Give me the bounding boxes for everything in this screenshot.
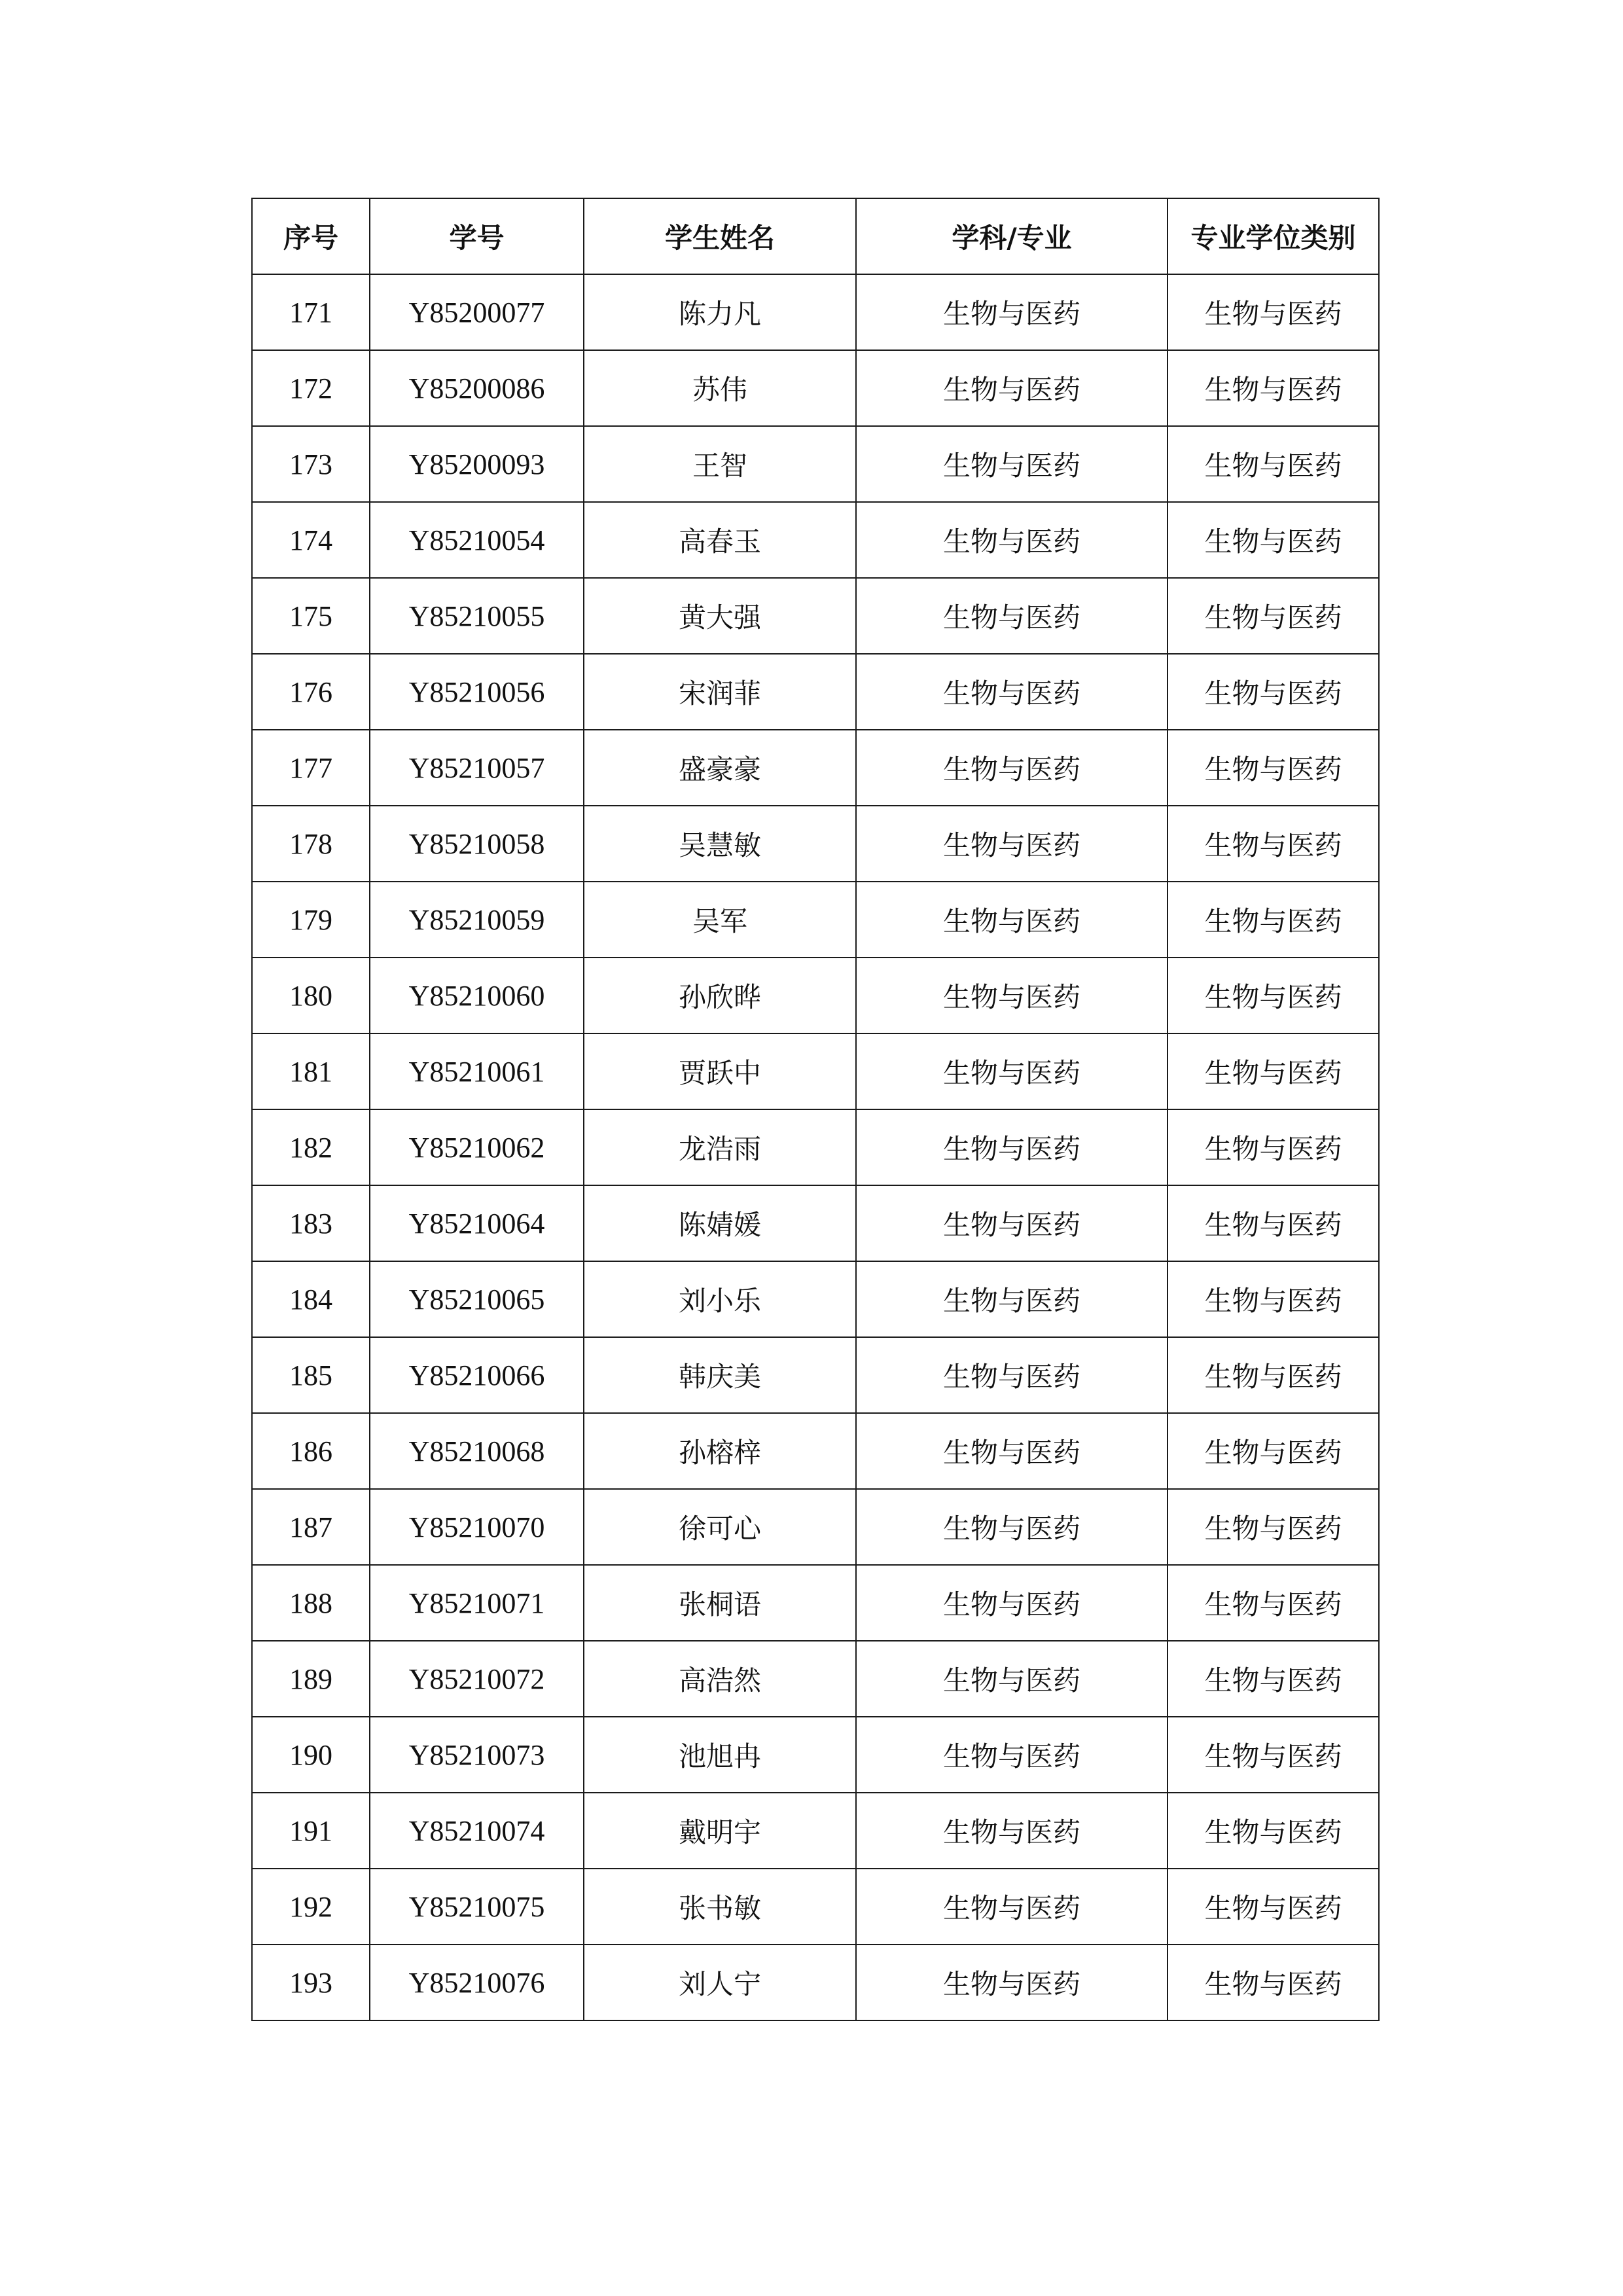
cell-discipline: 生物与医药 bbox=[856, 882, 1168, 958]
cell-discipline: 生物与医药 bbox=[856, 1033, 1168, 1109]
cell-student-id: Y85210075 bbox=[370, 1869, 584, 1945]
cell-degree-type: 生物与医药 bbox=[1168, 1489, 1379, 1565]
table-row bbox=[252, 882, 1379, 958]
cell-discipline: 生物与医药 bbox=[856, 806, 1168, 882]
header-degree-type: 专业学位类别 bbox=[1168, 198, 1379, 274]
cell-student-id: Y85210072 bbox=[370, 1641, 584, 1717]
cell-student-id: Y85210064 bbox=[370, 1185, 584, 1261]
cell-seq: 182 bbox=[252, 1109, 370, 1185]
cell-student-id: Y85210076 bbox=[370, 1945, 584, 2020]
cell-degree-type: 生物与医药 bbox=[1168, 1413, 1379, 1489]
cell-student-id: Y85210054 bbox=[370, 502, 584, 578]
cell-student-name: 孙欣晔 bbox=[584, 958, 856, 1033]
table-row bbox=[252, 426, 1379, 502]
table-row bbox=[252, 654, 1379, 730]
cell-student-id: Y85210066 bbox=[370, 1337, 584, 1413]
cell-discipline: 生物与医药 bbox=[856, 1413, 1168, 1489]
cell-degree-type: 生物与医药 bbox=[1168, 350, 1379, 426]
cell-student-name: 池旭冉 bbox=[584, 1717, 856, 1793]
cell-degree-type: 生物与医药 bbox=[1168, 502, 1379, 578]
table-row bbox=[252, 1793, 1379, 1869]
cell-student-name: 刘人宁 bbox=[584, 1945, 856, 2020]
cell-discipline: 生物与医药 bbox=[856, 1641, 1168, 1717]
table-row bbox=[252, 1185, 1379, 1261]
cell-student-id: Y85210065 bbox=[370, 1261, 584, 1337]
header-student-name: 学生姓名 bbox=[584, 198, 856, 274]
cell-seq: 193 bbox=[252, 1945, 370, 2020]
cell-student-id: Y85210058 bbox=[370, 806, 584, 882]
cell-seq: 173 bbox=[252, 426, 370, 502]
cell-seq: 171 bbox=[252, 274, 370, 350]
cell-student-id: Y85210062 bbox=[370, 1109, 584, 1185]
table-row bbox=[252, 1489, 1379, 1565]
cell-student-name: 龙浩雨 bbox=[584, 1109, 856, 1185]
cell-degree-type: 生物与医药 bbox=[1168, 1109, 1379, 1185]
cell-student-name: 王智 bbox=[584, 426, 856, 502]
cell-student-name: 戴明宇 bbox=[584, 1793, 856, 1869]
cell-student-id: Y85200086 bbox=[370, 350, 584, 426]
table-row bbox=[252, 1945, 1379, 2020]
cell-degree-type: 生物与医药 bbox=[1168, 1565, 1379, 1641]
table-row bbox=[252, 1717, 1379, 1793]
table-row bbox=[252, 1869, 1379, 1945]
cell-discipline: 生物与医药 bbox=[856, 654, 1168, 730]
table-row bbox=[252, 1261, 1379, 1337]
table-row bbox=[252, 1641, 1379, 1717]
table-row bbox=[252, 1033, 1379, 1109]
cell-seq: 184 bbox=[252, 1261, 370, 1337]
cell-degree-type: 生物与医药 bbox=[1168, 654, 1379, 730]
cell-student-id: Y85210061 bbox=[370, 1033, 584, 1109]
table-row bbox=[252, 274, 1379, 350]
cell-degree-type: 生物与医药 bbox=[1168, 1337, 1379, 1413]
cell-student-name: 刘小乐 bbox=[584, 1261, 856, 1337]
header-discipline: 学科/专业 bbox=[856, 198, 1168, 274]
cell-student-name: 吴慧敏 bbox=[584, 806, 856, 882]
cell-student-name: 贾跃中 bbox=[584, 1033, 856, 1109]
cell-student-id: Y85200077 bbox=[370, 274, 584, 350]
cell-student-name: 徐可心 bbox=[584, 1489, 856, 1565]
cell-degree-type: 生物与医药 bbox=[1168, 274, 1379, 350]
cell-degree-type: 生物与医药 bbox=[1168, 426, 1379, 502]
cell-seq: 192 bbox=[252, 1869, 370, 1945]
cell-discipline: 生物与医药 bbox=[856, 1793, 1168, 1869]
cell-degree-type: 生物与医药 bbox=[1168, 1185, 1379, 1261]
cell-seq: 189 bbox=[252, 1641, 370, 1717]
cell-student-name: 张书敏 bbox=[584, 1869, 856, 1945]
cell-discipline: 生物与医药 bbox=[856, 1945, 1168, 2020]
cell-student-id: Y85210073 bbox=[370, 1717, 584, 1793]
cell-discipline: 生物与医药 bbox=[856, 1109, 1168, 1185]
table-row bbox=[252, 350, 1379, 426]
cell-seq: 191 bbox=[252, 1793, 370, 1869]
student-roster-table bbox=[251, 198, 1380, 2021]
cell-degree-type: 生物与医药 bbox=[1168, 1641, 1379, 1717]
cell-discipline: 生物与医药 bbox=[856, 1337, 1168, 1413]
cell-student-name: 韩庆美 bbox=[584, 1337, 856, 1413]
cell-student-id: Y85210056 bbox=[370, 654, 584, 730]
table-row bbox=[252, 806, 1379, 882]
cell-student-name: 陈力凡 bbox=[584, 274, 856, 350]
cell-discipline: 生物与医药 bbox=[856, 730, 1168, 806]
table-row bbox=[252, 1413, 1379, 1489]
table-row bbox=[252, 502, 1379, 578]
cell-degree-type: 生物与医药 bbox=[1168, 1869, 1379, 1945]
table-row bbox=[252, 1565, 1379, 1641]
cell-seq: 179 bbox=[252, 882, 370, 958]
cell-student-name: 张桐语 bbox=[584, 1565, 856, 1641]
cell-seq: 185 bbox=[252, 1337, 370, 1413]
cell-seq: 186 bbox=[252, 1413, 370, 1489]
cell-student-id: Y85210074 bbox=[370, 1793, 584, 1869]
cell-student-name: 黄大强 bbox=[584, 578, 856, 654]
header-seq: 序号 bbox=[252, 198, 370, 274]
cell-seq: 172 bbox=[252, 350, 370, 426]
cell-degree-type: 生物与医药 bbox=[1168, 1945, 1379, 2020]
table-body bbox=[252, 274, 1379, 2020]
cell-student-id: Y85210068 bbox=[370, 1413, 584, 1489]
cell-seq: 176 bbox=[252, 654, 370, 730]
cell-discipline: 生物与医药 bbox=[856, 1489, 1168, 1565]
cell-degree-type: 生物与医药 bbox=[1168, 958, 1379, 1033]
cell-degree-type: 生物与医药 bbox=[1168, 806, 1379, 882]
table-header-row bbox=[252, 198, 1379, 274]
cell-seq: 174 bbox=[252, 502, 370, 578]
cell-seq: 181 bbox=[252, 1033, 370, 1109]
cell-student-name: 盛豪豪 bbox=[584, 730, 856, 806]
cell-degree-type: 生物与医药 bbox=[1168, 1717, 1379, 1793]
cell-discipline: 生物与医药 bbox=[856, 958, 1168, 1033]
cell-discipline: 生物与医药 bbox=[856, 1261, 1168, 1337]
cell-degree-type: 生物与医药 bbox=[1168, 882, 1379, 958]
cell-student-id: Y85210057 bbox=[370, 730, 584, 806]
cell-discipline: 生物与医药 bbox=[856, 1565, 1168, 1641]
table-row bbox=[252, 578, 1379, 654]
cell-seq: 175 bbox=[252, 578, 370, 654]
cell-degree-type: 生物与医药 bbox=[1168, 1793, 1379, 1869]
cell-student-name: 高浩然 bbox=[584, 1641, 856, 1717]
header-student-id: 学号 bbox=[370, 198, 584, 274]
table-row bbox=[252, 1337, 1379, 1413]
cell-seq: 177 bbox=[252, 730, 370, 806]
cell-student-id: Y85210059 bbox=[370, 882, 584, 958]
cell-seq: 178 bbox=[252, 806, 370, 882]
cell-discipline: 生物与医药 bbox=[856, 502, 1168, 578]
cell-student-name: 宋润菲 bbox=[584, 654, 856, 730]
cell-degree-type: 生物与医药 bbox=[1168, 730, 1379, 806]
cell-seq: 188 bbox=[252, 1565, 370, 1641]
cell-degree-type: 生物与医药 bbox=[1168, 1033, 1379, 1109]
table-row bbox=[252, 1109, 1379, 1185]
cell-discipline: 生物与医药 bbox=[856, 274, 1168, 350]
cell-discipline: 生物与医药 bbox=[856, 1185, 1168, 1261]
cell-discipline: 生物与医药 bbox=[856, 350, 1168, 426]
cell-discipline: 生物与医药 bbox=[856, 578, 1168, 654]
cell-seq: 183 bbox=[252, 1185, 370, 1261]
cell-student-name: 高春玉 bbox=[584, 502, 856, 578]
cell-seq: 180 bbox=[252, 958, 370, 1033]
cell-degree-type: 生物与医药 bbox=[1168, 1261, 1379, 1337]
cell-student-name: 孙榕梓 bbox=[584, 1413, 856, 1489]
cell-seq: 190 bbox=[252, 1717, 370, 1793]
cell-discipline: 生物与医药 bbox=[856, 426, 1168, 502]
cell-student-name: 陈婧媛 bbox=[584, 1185, 856, 1261]
cell-student-id: Y85210071 bbox=[370, 1565, 584, 1641]
cell-student-id: Y85210060 bbox=[370, 958, 584, 1033]
cell-student-name: 苏伟 bbox=[584, 350, 856, 426]
cell-discipline: 生物与医药 bbox=[856, 1869, 1168, 1945]
cell-student-id: Y85210070 bbox=[370, 1489, 584, 1565]
cell-student-name: 吴军 bbox=[584, 882, 856, 958]
cell-degree-type: 生物与医药 bbox=[1168, 578, 1379, 654]
cell-seq: 187 bbox=[252, 1489, 370, 1565]
table-row bbox=[252, 958, 1379, 1033]
table-row bbox=[252, 730, 1379, 806]
cell-student-id: Y85210055 bbox=[370, 578, 584, 654]
cell-discipline: 生物与医药 bbox=[856, 1717, 1168, 1793]
cell-student-id: Y85200093 bbox=[370, 426, 584, 502]
